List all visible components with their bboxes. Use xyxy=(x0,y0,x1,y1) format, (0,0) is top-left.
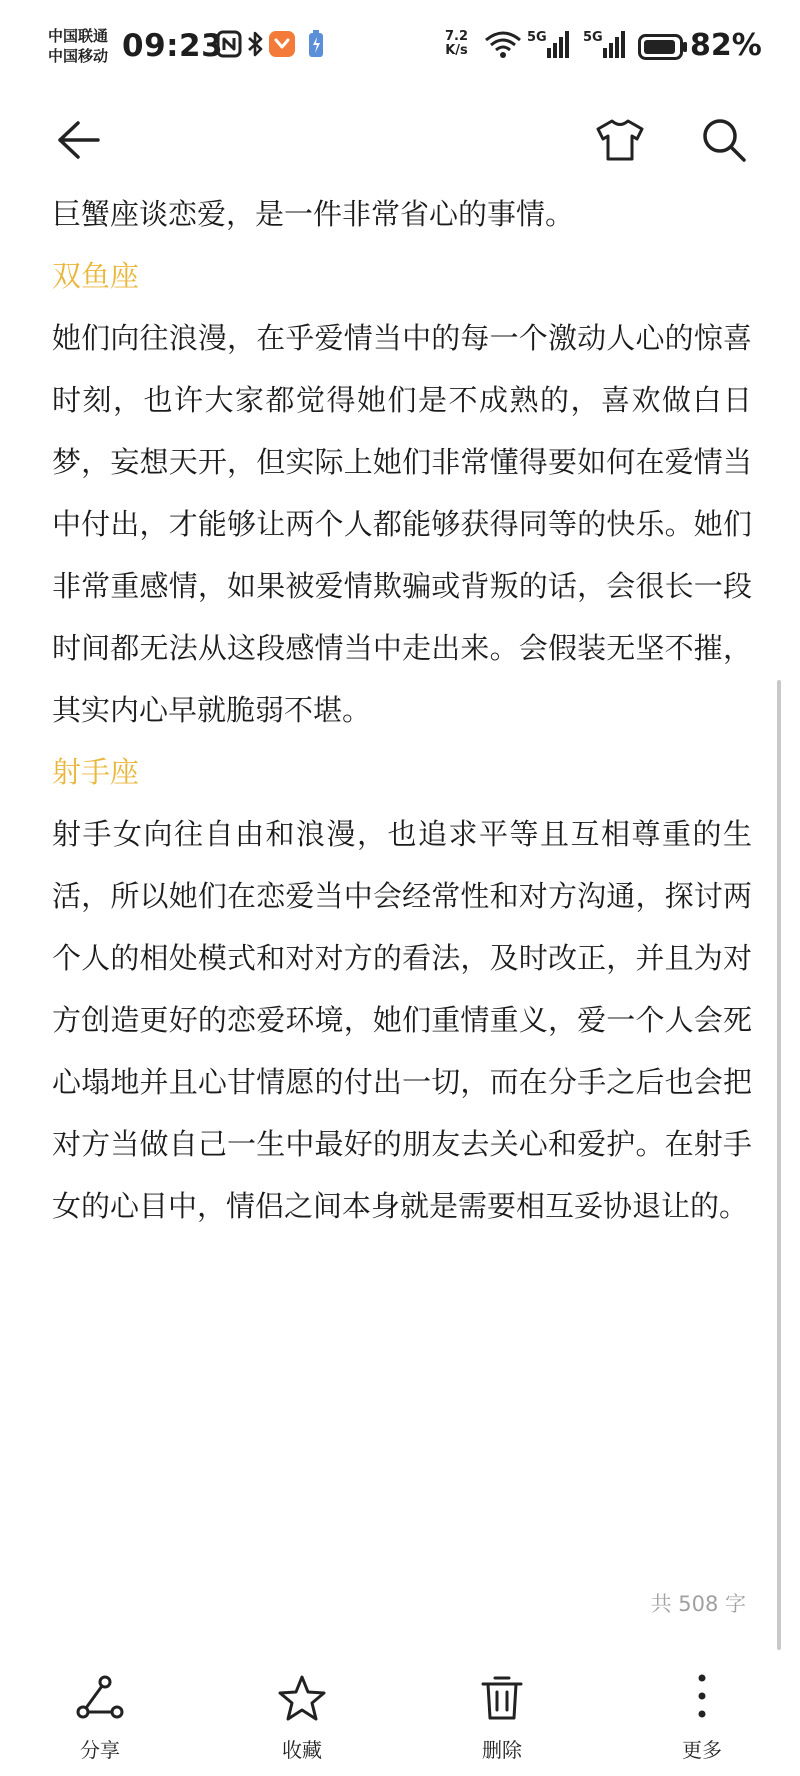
carrier-1: 中国联通 xyxy=(48,27,109,45)
nfc-icon xyxy=(216,30,242,62)
paragraph: 她们向往浪漫，在乎爱情当中的每一个激动人心的惊喜时刻，也许大家都觉得她们是不成熟的，喜欢做白日梦，妄想天开，但实际上她们非常懂得要如何在爱情当中付出，才能够让两个人都能够获得同等的快乐。她们非常重感情，如果被爱情欺骗或背叛的话，会很长一段时间都无法从这段感情当中走出来。会假装无坚不摧，其实内心早就脆弱不堪。 xyxy=(52,321,752,727)
share-button[interactable] xyxy=(40,1660,160,1770)
svg-text:5G: 5G xyxy=(527,30,547,45)
trash-icon xyxy=(480,1674,524,1726)
app-notification-icon xyxy=(268,30,296,62)
battery-percentage: 82% xyxy=(690,28,762,63)
theme-shirt-icon xyxy=(595,118,645,166)
back-arrow-icon xyxy=(56,120,100,164)
paragraph: 巨蟹座谈恋爱，是一件非常省心的事情。 xyxy=(52,197,575,231)
status-bar xyxy=(0,0,800,96)
note-content[interactable] xyxy=(52,183,752,1237)
paragraph: 射手女向往自由和浪漫，也追求平等且互相尊重的生活，所以她们在恋爱当中会经常性和对方沟通，探讨两个人的相处模式和对对方的看法，及时改正，并且为对方创造更好的恋爱环境，她们重情重义，爱一个人会死心塌地并且心甘情愿的付出一切，而在分手之后也会把对方当做自己一生中最好的朋友去关心和爱护。在射手女的心目中，情侣之间本身就是需要相互妥协退让的。 xyxy=(52,817,752,1223)
note-toolbar xyxy=(0,110,800,180)
more-button[interactable] xyxy=(642,1660,762,1770)
network-speed-value: 7.2 xyxy=(445,29,469,44)
bluetooth-icon xyxy=(246,30,264,62)
network-speed-unit: K/s xyxy=(445,43,468,58)
network-speed xyxy=(445,30,468,58)
signal-icon xyxy=(583,28,629,64)
signal-icon xyxy=(527,28,573,64)
favorite-button[interactable] xyxy=(242,1660,362,1770)
theme-button[interactable] xyxy=(588,110,652,174)
carrier-2: 中国移动 xyxy=(48,47,109,65)
wifi-icon xyxy=(484,30,522,64)
carrier-info xyxy=(48,26,108,66)
more-vertical-icon xyxy=(696,1672,708,1726)
back-button[interactable] xyxy=(46,110,110,174)
delete-button[interactable] xyxy=(442,1660,562,1770)
section-heading: 双鱼座 xyxy=(52,259,140,293)
favorite-label: 收藏 xyxy=(282,1738,322,1762)
search-button[interactable] xyxy=(692,110,756,174)
scrollbar[interactable] xyxy=(777,680,781,1650)
star-icon xyxy=(277,1674,327,1726)
bottom-action-bar xyxy=(0,1660,800,1776)
section-heading: 射手座 xyxy=(52,755,140,789)
delete-label: 删除 xyxy=(482,1738,522,1762)
more-label: 更多 xyxy=(682,1738,722,1762)
status-time: 09:23 xyxy=(122,28,224,64)
battery-icon xyxy=(638,34,688,64)
search-icon xyxy=(700,116,748,168)
svg-text:5G: 5G xyxy=(583,30,603,45)
share-icon xyxy=(75,1674,125,1726)
battery-saver-icon xyxy=(308,30,324,62)
share-label: 分享 xyxy=(80,1738,120,1762)
word-count: 共 508 字 xyxy=(650,1592,746,1616)
